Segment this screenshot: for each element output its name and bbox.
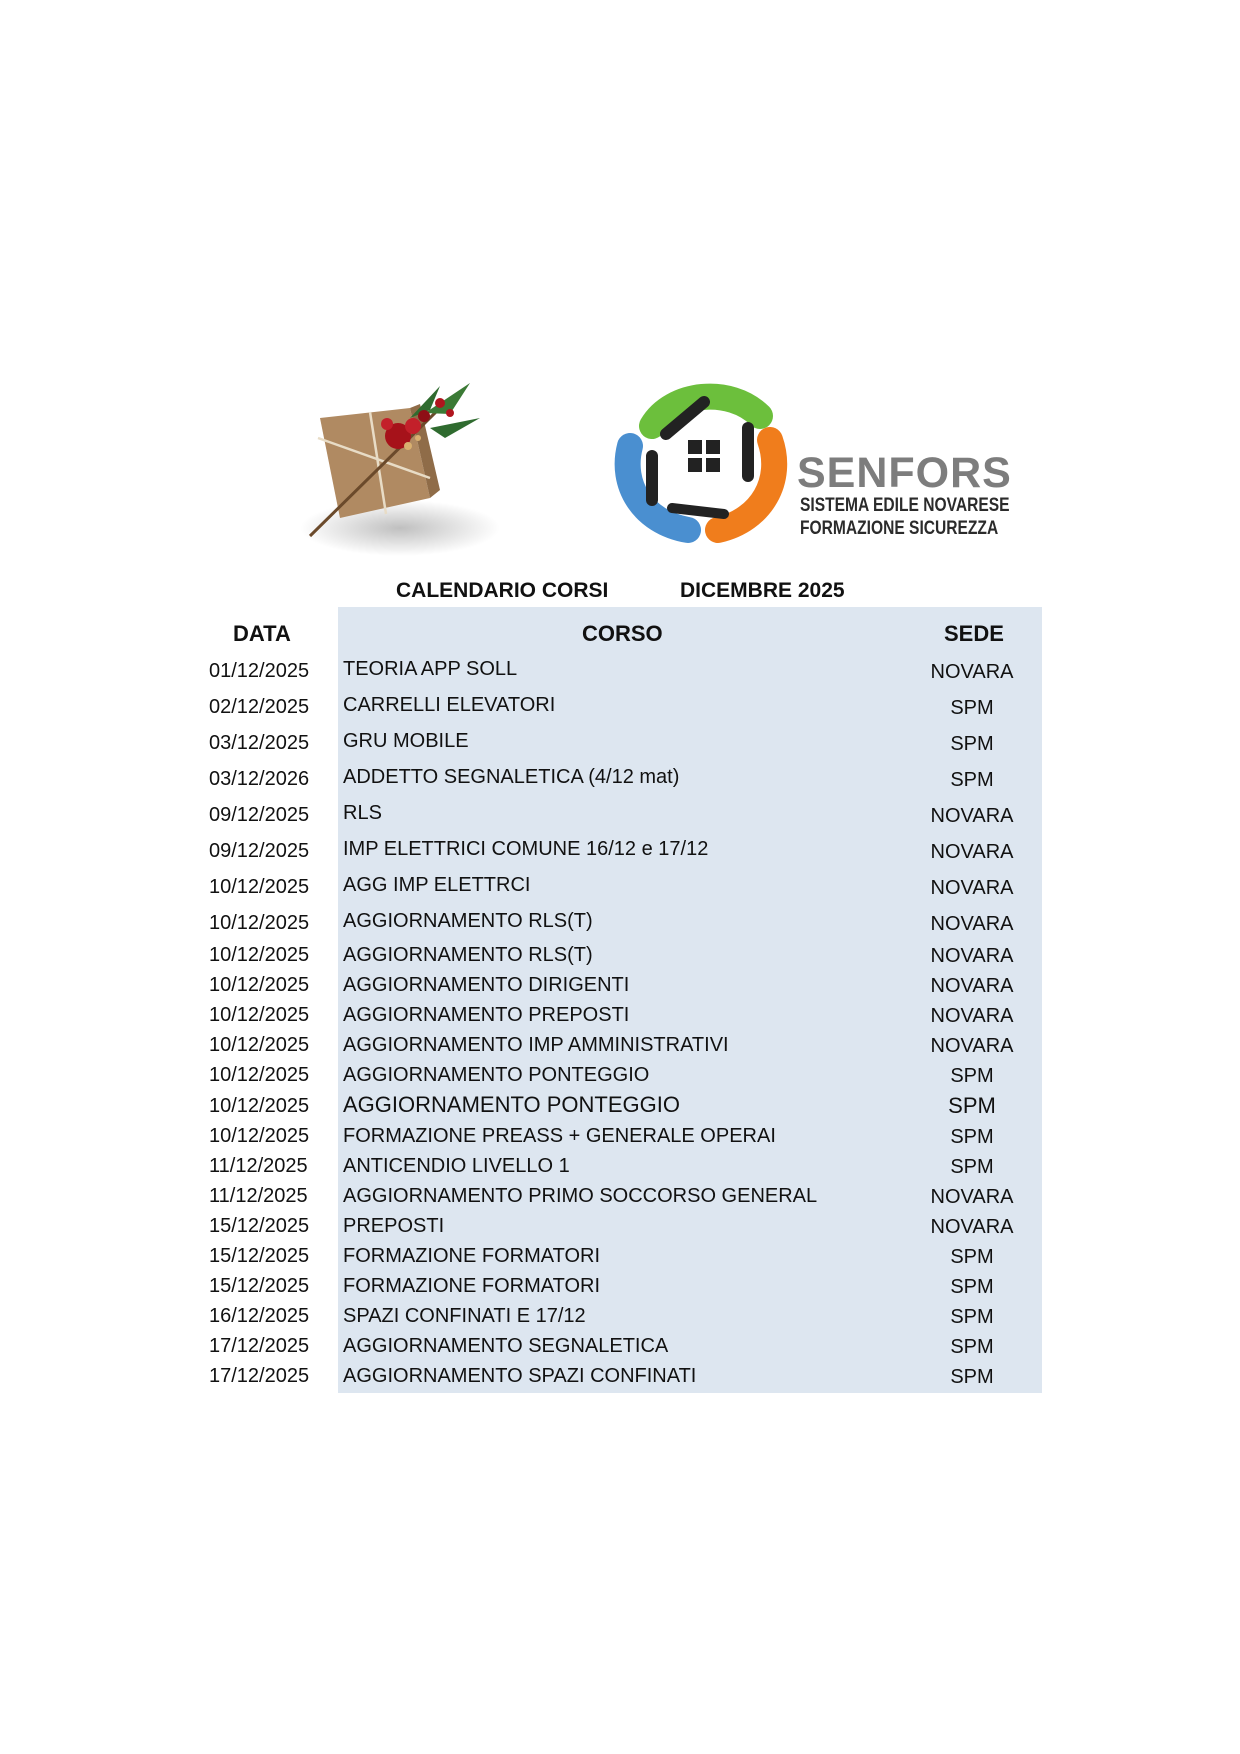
column-header-site: SEDE (944, 621, 1004, 646)
row-site: NOVARA (930, 1216, 1014, 1238)
row-site: SPM (950, 1276, 994, 1298)
row-course: FORMAZIONE FORMATORI (343, 1275, 601, 1297)
row-site: NOVARA (930, 945, 1014, 967)
row-site: SPM (950, 1336, 994, 1358)
row-site: NOVARA (930, 975, 1014, 997)
row-date: 10/12/2025 (209, 1125, 310, 1147)
row-date: 03/12/2025 (209, 732, 310, 754)
row-course: PREPOSTI (343, 1215, 445, 1237)
row-course: SPAZI CONFINATI E 17/12 (343, 1305, 586, 1327)
row-course: AGGIORNAMENTO IMP AMMINISTRATIVI (343, 1034, 729, 1056)
column-header-date: DATA (233, 621, 291, 646)
row-date: 11/12/2025 (209, 1155, 308, 1177)
row-site: SPM (950, 1156, 994, 1178)
row-course: GRU MOBILE (343, 730, 469, 752)
row-site: NOVARA (930, 1035, 1014, 1057)
row-course: CARRELLI ELEVATORI (343, 694, 556, 716)
row-site: SPM (948, 1093, 996, 1118)
row-site: NOVARA (930, 1186, 1014, 1208)
row-site: SPM (950, 697, 994, 719)
row-course: AGG IMP ELETTRCI (343, 874, 531, 896)
row-course: AGGIORNAMENTO PONTEGGIO (343, 1064, 650, 1086)
row-date: 10/12/2025 (209, 1095, 310, 1117)
row-course: AGGIORNAMENTO DIRIGENTI (343, 974, 630, 996)
row-site: NOVARA (930, 877, 1014, 899)
column-header-course: CORSO (582, 621, 663, 646)
row-site: SPM (950, 1246, 994, 1268)
row-course: TEORIA APP SOLL (343, 658, 518, 680)
row-course: AGGIORNAMENTO PREPOSTI (343, 1004, 630, 1026)
row-site: SPM (950, 1366, 994, 1388)
row-course: AGGIORNAMENTO RLS(T) (343, 944, 593, 966)
row-date: 10/12/2025 (209, 1064, 310, 1086)
calendar-title: CALENDARIO CORSI (396, 579, 609, 602)
logo-tagline-2: FORMAZIONE SICUREZZA (800, 518, 999, 539)
row-course: AGGIORNAMENTO PONTEGGIO (343, 1092, 680, 1117)
row-site: SPM (950, 1065, 994, 1087)
logo-tagline-1: SISTEMA EDILE NOVARESE (800, 495, 1010, 516)
row-date: 11/12/2025 (209, 1185, 308, 1207)
row-course: ADDETTO SEGNALETICA (4/12 mat) (343, 766, 680, 788)
row-course: IMP ELETTRICI COMUNE 16/12 e 17/12 (343, 838, 709, 860)
table-background (338, 607, 1042, 1393)
row-site: SPM (950, 733, 994, 755)
row-course: ANTICENDIO LIVELLO 1 (343, 1155, 570, 1177)
row-site: NOVARA (930, 841, 1014, 863)
row-date: 16/12/2025 (209, 1305, 310, 1327)
logo-name: SENFORS (797, 449, 1012, 497)
row-course: AGGIORNAMENTO SEGNALETICA (343, 1335, 669, 1357)
row-date: 15/12/2025 (209, 1215, 310, 1237)
row-date: 10/12/2025 (209, 912, 310, 934)
row-date: 10/12/2025 (209, 944, 310, 966)
row-date: 10/12/2025 (209, 876, 310, 898)
row-date: 17/12/2025 (209, 1335, 310, 1357)
row-date: 03/12/2026 (209, 768, 310, 790)
row-date: 09/12/2025 (209, 804, 310, 826)
row-date: 10/12/2025 (209, 1034, 310, 1056)
calendar-month: DICEMBRE 2025 (680, 579, 845, 602)
row-date: 10/12/2025 (209, 1004, 310, 1026)
row-site: SPM (950, 1306, 994, 1328)
gift-box-image (290, 378, 530, 558)
row-site: NOVARA (930, 1005, 1014, 1027)
row-date: 02/12/2025 (209, 696, 310, 718)
row-date: 01/12/2025 (209, 660, 310, 682)
row-date: 09/12/2025 (209, 840, 310, 862)
row-course: AGGIORNAMENTO SPAZI CONFINATI (343, 1365, 697, 1387)
row-site: NOVARA (930, 913, 1014, 935)
row-date: 15/12/2025 (209, 1245, 310, 1267)
row-site: SPM (950, 1126, 994, 1148)
row-site: SPM (950, 769, 994, 791)
row-course: RLS (343, 802, 382, 824)
row-date: 10/12/2025 (209, 974, 310, 996)
row-site: NOVARA (930, 661, 1014, 683)
row-course: FORMAZIONE FORMATORI (343, 1245, 601, 1267)
row-course: FORMAZIONE PREASS + GENERALE OPERAI (343, 1125, 776, 1147)
row-course: AGGIORNAMENTO RLS(T) (343, 910, 593, 932)
senfors-logo-icon (612, 380, 798, 546)
row-site: NOVARA (930, 805, 1014, 827)
row-date: 17/12/2025 (209, 1365, 310, 1387)
row-course: AGGIORNAMENTO PRIMO SOCCORSO GENERAL (343, 1185, 818, 1207)
row-date: 15/12/2025 (209, 1275, 310, 1297)
